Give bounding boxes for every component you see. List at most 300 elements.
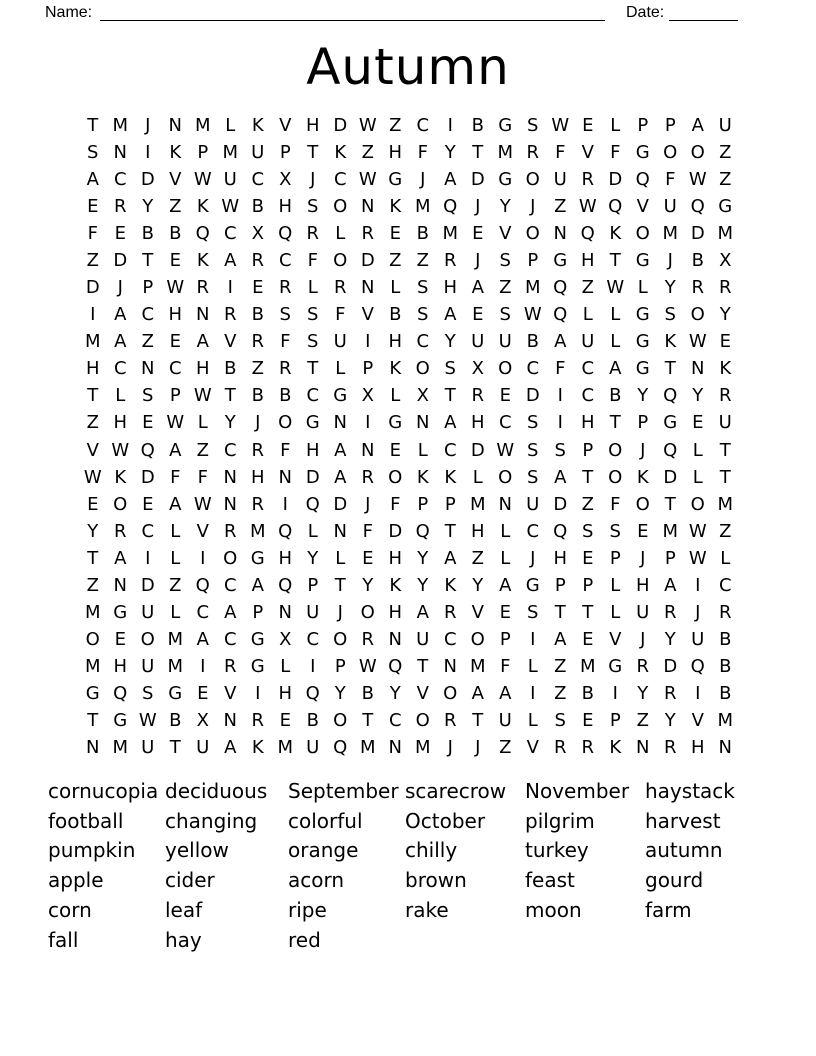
grid-cell-r23-c18[interactable]: S — [554, 710, 566, 732]
grid-cell-r1-c7[interactable]: K — [251, 114, 264, 136]
grid-cell-r24-c12[interactable]: N — [388, 737, 402, 759]
grid-cell-r11-c24[interactable]: R — [718, 385, 732, 407]
grid-cell-r23-c19[interactable]: E — [582, 710, 594, 732]
grid-cell-r20-c17[interactable]: I — [530, 629, 536, 651]
grid-cell-r22-c5[interactable]: E — [197, 683, 209, 705]
grid-cell-r13-c7[interactable]: R — [251, 439, 264, 461]
grid-cell-r24-c14[interactable]: J — [447, 737, 453, 759]
grid-cell-r11-c13[interactable]: X — [416, 385, 429, 407]
grid-cell-r24-c18[interactable]: R — [553, 737, 567, 759]
grid-cell-r17-c16[interactable]: L — [500, 547, 511, 569]
grid-cell-r14-c7[interactable]: H — [250, 466, 265, 488]
grid-cell-r10-c19[interactable]: C — [581, 358, 595, 380]
grid-cell-r7-c3[interactable]: P — [142, 277, 154, 299]
grid-cell-r22-c12[interactable]: Y — [389, 683, 401, 705]
grid-cell-r20-c22[interactable]: Y — [664, 629, 676, 651]
grid-cell-r22-c7[interactable]: I — [255, 683, 261, 705]
grid-cell-r11-c4[interactable]: P — [169, 385, 181, 407]
grid-cell-r22-c3[interactable]: S — [142, 683, 154, 705]
grid-cell-r24-c19[interactable]: R — [581, 737, 594, 759]
grid-cell-r6-c12[interactable]: Z — [389, 249, 402, 271]
grid-cell-r16-c13[interactable]: Q — [415, 520, 430, 542]
grid-cell-r4-c2[interactable]: R — [113, 195, 127, 217]
grid-cell-r17-c8[interactable]: H — [278, 547, 293, 569]
grid-cell-r16-c21[interactable]: E — [637, 520, 649, 542]
grid-cell-r2-c17[interactable]: R — [526, 141, 539, 163]
grid-cell-r22-c15[interactable]: A — [471, 683, 484, 705]
grid-cell-r6-c10[interactable]: O — [333, 249, 348, 271]
grid-cell-r24-c9[interactable]: U — [306, 737, 320, 759]
grid-cell-r16-c15[interactable]: H — [470, 520, 485, 542]
grid-cell-r22-c10[interactable]: Y — [334, 683, 346, 705]
grid-cell-r6-c23[interactable]: B — [691, 249, 704, 271]
grid-cell-r19-c6[interactable]: A — [224, 602, 237, 624]
grid-cell-r4-c1[interactable]: E — [87, 195, 99, 217]
grid-cell-r8-c8[interactable]: S — [279, 304, 291, 326]
grid-cell-r21-c17[interactable]: L — [527, 656, 538, 678]
grid-cell-r1-c16[interactable]: G — [498, 114, 513, 136]
grid-cell-r21-c16[interactable]: F — [500, 656, 511, 678]
grid-cell-r3-c3[interactable]: D — [140, 168, 155, 190]
grid-cell-r19-c13[interactable]: A — [416, 602, 429, 624]
grid-cell-r5-c18[interactable]: N — [553, 222, 567, 244]
grid-cell-r14-c13[interactable]: K — [416, 466, 429, 488]
grid-cell-r21-c23[interactable]: Q — [690, 656, 705, 678]
grid-cell-r18-c7[interactable]: A — [251, 574, 264, 596]
grid-cell-r10-c2[interactable]: C — [113, 358, 127, 380]
grid-cell-r15-c1[interactable]: E — [87, 493, 99, 515]
grid-cell-r5-c24[interactable]: M — [717, 222, 734, 244]
grid-cell-r3-c8[interactable]: X — [279, 168, 292, 190]
grid-cell-r2-c21[interactable]: G — [635, 141, 650, 163]
grid-cell-r16-c8[interactable]: Q — [278, 520, 293, 542]
grid-cell-r3-c20[interactable]: D — [608, 168, 623, 190]
grid-cell-r20-c15[interactable]: O — [470, 629, 485, 651]
grid-cell-r24-c6[interactable]: A — [224, 737, 237, 759]
grid-cell-r2-c6[interactable]: M — [222, 141, 239, 163]
grid-cell-r20-c11[interactable]: R — [361, 629, 374, 651]
grid-cell-r21-c15[interactable]: M — [469, 656, 486, 678]
grid-cell-r3-c24[interactable]: Z — [719, 168, 732, 190]
grid-cell-r15-c13[interactable]: P — [417, 493, 429, 515]
grid-cell-r16-c18[interactable]: Q — [553, 520, 568, 542]
grid-cell-r23-c10[interactable]: O — [333, 710, 348, 732]
grid-cell-r6-c5[interactable]: K — [196, 249, 209, 271]
grid-cell-r17-c5[interactable]: I — [200, 547, 206, 569]
grid-cell-r14-c16[interactable]: O — [498, 466, 513, 488]
grid-cell-r6-c3[interactable]: T — [142, 249, 154, 271]
grid-cell-r6-c7[interactable]: R — [251, 249, 264, 271]
grid-cell-r3-c15[interactable]: D — [470, 168, 485, 190]
grid-cell-r11-c11[interactable]: X — [361, 385, 374, 407]
grid-cell-r21-c19[interactable]: M — [579, 656, 596, 678]
grid-cell-r14-c5[interactable]: F — [197, 466, 208, 488]
grid-cell-r17-c2[interactable]: A — [114, 547, 127, 569]
grid-cell-r24-c10[interactable]: Q — [333, 737, 348, 759]
grid-cell-r16-c5[interactable]: V — [196, 520, 209, 542]
grid-cell-r5-c6[interactable]: C — [223, 222, 237, 244]
grid-cell-r24-c11[interactable]: M — [359, 737, 376, 759]
grid-cell-r19-c3[interactable]: U — [141, 602, 155, 624]
grid-cell-r22-c23[interactable]: I — [695, 683, 701, 705]
grid-cell-r19-c15[interactable]: V — [471, 602, 484, 624]
grid-cell-r23-c2[interactable]: G — [113, 710, 128, 732]
grid-cell-r2-c7[interactable]: U — [251, 141, 265, 163]
grid-cell-r7-c8[interactable]: R — [278, 277, 292, 299]
grid-cell-r22-c13[interactable]: V — [416, 683, 429, 705]
grid-cell-r12-c17[interactable]: S — [527, 412, 539, 434]
grid-cell-r24-c3[interactable]: U — [141, 737, 155, 759]
grid-cell-r10-c7[interactable]: Z — [251, 358, 264, 380]
grid-cell-r18-c19[interactable]: P — [582, 574, 594, 596]
grid-cell-r18-c11[interactable]: Y — [362, 574, 374, 596]
grid-cell-r4-c6[interactable]: W — [221, 195, 240, 217]
grid-cell-r12-c19[interactable]: H — [580, 412, 595, 434]
grid-cell-r6-c21[interactable]: G — [635, 249, 650, 271]
grid-cell-r4-c18[interactable]: Z — [554, 195, 567, 217]
grid-cell-r5-c2[interactable]: E — [114, 222, 126, 244]
grid-cell-r5-c13[interactable]: B — [416, 222, 429, 244]
grid-cell-r11-c19[interactable]: C — [581, 385, 595, 407]
grid-cell-r1-c1[interactable]: T — [87, 114, 99, 136]
grid-cell-r18-c18[interactable]: P — [554, 574, 566, 596]
grid-cell-r15-c2[interactable]: O — [113, 493, 128, 515]
grid-cell-r23-c17[interactable]: L — [527, 710, 538, 732]
grid-cell-r12-c6[interactable]: Y — [224, 412, 236, 434]
grid-cell-r7-c14[interactable]: H — [443, 277, 458, 299]
grid-cell-r9-c15[interactable]: U — [471, 331, 485, 353]
grid-cell-r12-c13[interactable]: N — [416, 412, 430, 434]
grid-cell-r10-c3[interactable]: N — [141, 358, 155, 380]
grid-cell-r12-c11[interactable]: I — [365, 412, 371, 434]
grid-cell-r2-c4[interactable]: K — [169, 141, 182, 163]
grid-cell-r13-c23[interactable]: L — [692, 439, 703, 461]
grid-cell-r16-c4[interactable]: L — [170, 520, 181, 542]
grid-cell-r2-c2[interactable]: N — [113, 141, 127, 163]
grid-cell-r23-c13[interactable]: O — [415, 710, 430, 732]
grid-cell-r9-c2[interactable]: A — [114, 331, 127, 353]
grid-cell-r8-c1[interactable]: I — [90, 304, 96, 326]
grid-cell-r17-c23[interactable]: W — [688, 547, 707, 569]
grid-cell-r6-c22[interactable]: J — [667, 249, 673, 271]
date-write-line[interactable] — [669, 1, 738, 21]
grid-cell-r17-c7[interactable]: G — [250, 547, 265, 569]
grid-cell-r3-c6[interactable]: U — [223, 168, 237, 190]
grid-cell-r24-c22[interactable]: R — [663, 737, 677, 759]
grid-cell-r11-c12[interactable]: L — [390, 385, 401, 407]
grid-cell-r9-c4[interactable]: E — [169, 331, 181, 353]
grid-cell-r3-c12[interactable]: G — [388, 168, 403, 190]
grid-cell-r17-c17[interactable]: J — [530, 547, 536, 569]
grid-cell-r16-c3[interactable]: C — [141, 520, 155, 542]
grid-cell-r1-c14[interactable]: I — [447, 114, 453, 136]
grid-cell-r6-c19[interactable]: H — [580, 249, 595, 271]
grid-cell-r17-c20[interactable]: P — [609, 547, 621, 569]
grid-cell-r16-c9[interactable]: L — [307, 520, 318, 542]
grid-cell-r11-c2[interactable]: L — [115, 385, 126, 407]
grid-cell-r14-c11[interactable]: R — [361, 466, 374, 488]
grid-cell-r17-c4[interactable]: L — [170, 547, 181, 569]
grid-cell-r19-c7[interactable]: P — [252, 602, 264, 624]
grid-cell-r12-c8[interactable]: O — [278, 412, 293, 434]
grid-cell-r18-c4[interactable]: Z — [169, 574, 182, 596]
grid-cell-r4-c22[interactable]: U — [663, 195, 677, 217]
grid-cell-r20-c19[interactable]: E — [582, 629, 594, 651]
grid-cell-r18-c1[interactable]: Z — [86, 574, 99, 596]
grid-cell-r9-c10[interactable]: U — [333, 331, 347, 353]
grid-cell-r3-c11[interactable]: W — [358, 168, 377, 190]
grid-cell-r13-c12[interactable]: E — [389, 439, 401, 461]
grid-cell-r19-c2[interactable]: G — [113, 602, 128, 624]
grid-cell-r5-c19[interactable]: Q — [580, 222, 595, 244]
grid-cell-r3-c1[interactable]: A — [86, 168, 99, 190]
grid-cell-r7-c16[interactable]: Z — [499, 277, 512, 299]
grid-cell-r3-c9[interactable]: J — [310, 168, 316, 190]
grid-cell-r15-c17[interactable]: U — [526, 493, 540, 515]
grid-cell-r2-c15[interactable]: T — [472, 141, 484, 163]
grid-cell-r11-c10[interactable]: G — [333, 385, 348, 407]
grid-cell-r17-c1[interactable]: T — [87, 547, 99, 569]
grid-cell-r19-c19[interactable]: T — [582, 602, 594, 624]
grid-cell-r5-c23[interactable]: D — [690, 222, 705, 244]
grid-cell-r24-c17[interactable]: V — [526, 737, 539, 759]
grid-cell-r16-c6[interactable]: R — [223, 520, 237, 542]
grid-cell-r18-c2[interactable]: N — [113, 574, 127, 596]
grid-cell-r18-c6[interactable]: C — [223, 574, 237, 596]
grid-cell-r21-c20[interactable]: G — [608, 656, 623, 678]
grid-cell-r18-c20[interactable]: L — [610, 574, 621, 596]
grid-cell-r10-c5[interactable]: H — [195, 358, 210, 380]
grid-cell-r18-c13[interactable]: Y — [417, 574, 429, 596]
grid-cell-r16-c2[interactable]: R — [113, 520, 127, 542]
grid-cell-r7-c11[interactable]: N — [361, 277, 375, 299]
grid-cell-r5-c8[interactable]: Q — [278, 222, 293, 244]
grid-cell-r12-c7[interactable]: J — [255, 412, 261, 434]
grid-cell-r9-c11[interactable]: I — [365, 331, 371, 353]
grid-cell-r11-c15[interactable]: R — [471, 385, 484, 407]
grid-cell-r9-c19[interactable]: U — [581, 331, 595, 353]
grid-cell-r22-c22[interactable]: R — [663, 683, 677, 705]
grid-cell-r18-c23[interactable]: I — [695, 574, 701, 596]
grid-cell-r9-c6[interactable]: V — [224, 331, 237, 353]
grid-cell-r12-c21[interactable]: P — [637, 412, 649, 434]
grid-cell-r2-c13[interactable]: F — [417, 141, 428, 163]
grid-cell-r21-c14[interactable]: N — [443, 656, 457, 678]
grid-cell-r12-c18[interactable]: I — [557, 412, 563, 434]
grid-cell-r10-c10[interactable]: L — [335, 358, 346, 380]
grid-cell-r11-c14[interactable]: T — [444, 385, 456, 407]
grid-cell-r13-c4[interactable]: A — [169, 439, 182, 461]
grid-cell-r5-c12[interactable]: E — [389, 222, 401, 244]
grid-cell-r7-c10[interactable]: R — [333, 277, 347, 299]
grid-cell-r13-c9[interactable]: H — [305, 439, 320, 461]
grid-cell-r8-c2[interactable]: A — [114, 304, 127, 326]
grid-cell-r8-c19[interactable]: L — [582, 304, 593, 326]
grid-cell-r18-c17[interactable]: G — [525, 574, 540, 596]
grid-cell-r14-c17[interactable]: S — [527, 466, 539, 488]
grid-cell-r21-c3[interactable]: U — [141, 656, 155, 678]
grid-cell-r15-c22[interactable]: T — [664, 493, 676, 515]
grid-cell-r6-c1[interactable]: Z — [86, 249, 99, 271]
grid-cell-r15-c16[interactable]: N — [498, 493, 512, 515]
grid-cell-r13-c8[interactable]: F — [280, 439, 291, 461]
grid-cell-r7-c4[interactable]: W — [166, 277, 185, 299]
grid-cell-r3-c19[interactable]: R — [581, 168, 594, 190]
grid-cell-r13-c14[interactable]: C — [443, 439, 457, 461]
grid-cell-r16-c16[interactable]: L — [500, 520, 511, 542]
grid-cell-r4-c8[interactable]: H — [278, 195, 293, 217]
grid-cell-r14-c1[interactable]: W — [83, 466, 102, 488]
grid-cell-r22-c1[interactable]: G — [85, 683, 100, 705]
grid-cell-r15-c7[interactable]: R — [251, 493, 264, 515]
grid-cell-r22-c2[interactable]: Q — [113, 683, 128, 705]
grid-cell-r15-c6[interactable]: N — [223, 493, 237, 515]
grid-cell-r22-c24[interactable]: B — [719, 683, 732, 705]
grid-cell-r14-c24[interactable]: T — [719, 466, 731, 488]
grid-cell-r21-c18[interactable]: Z — [554, 656, 567, 678]
grid-cell-r9-c9[interactable]: S — [307, 331, 319, 353]
grid-cell-r24-c16[interactable]: Z — [499, 737, 512, 759]
grid-cell-r18-c12[interactable]: K — [389, 574, 402, 596]
grid-cell-r22-c9[interactable]: Q — [305, 683, 320, 705]
grid-cell-r12-c16[interactable]: C — [498, 412, 512, 434]
grid-cell-r23-c9[interactable]: B — [306, 710, 319, 732]
grid-cell-r23-c4[interactable]: B — [169, 710, 182, 732]
grid-cell-r20-c23[interactable]: U — [691, 629, 705, 651]
grid-cell-r14-c6[interactable]: N — [223, 466, 237, 488]
grid-cell-r16-c17[interactable]: C — [526, 520, 540, 542]
grid-cell-r11-c18[interactable]: I — [557, 385, 563, 407]
grid-cell-r1-c5[interactable]: M — [194, 114, 211, 136]
grid-cell-r3-c14[interactable]: A — [444, 168, 457, 190]
grid-cell-r9-c8[interactable]: F — [280, 331, 291, 353]
grid-cell-r13-c6[interactable]: C — [223, 439, 237, 461]
grid-cell-r15-c4[interactable]: A — [169, 493, 182, 515]
grid-cell-r3-c21[interactable]: Q — [635, 168, 650, 190]
grid-cell-r24-c23[interactable]: H — [690, 737, 705, 759]
grid-cell-r2-c19[interactable]: V — [581, 141, 594, 163]
grid-cell-r11-c21[interactable]: Y — [637, 385, 649, 407]
grid-cell-r7-c5[interactable]: R — [196, 277, 209, 299]
grid-cell-r9-c22[interactable]: K — [664, 331, 677, 353]
grid-cell-r14-c23[interactable]: L — [692, 466, 703, 488]
grid-cell-r4-c15[interactable]: J — [475, 195, 481, 217]
grid-cell-r11-c9[interactable]: C — [306, 385, 320, 407]
grid-cell-r19-c21[interactable]: U — [636, 602, 650, 624]
grid-cell-r1-c24[interactable]: U — [718, 114, 732, 136]
grid-cell-r19-c9[interactable]: U — [306, 602, 320, 624]
grid-cell-r10-c21[interactable]: G — [635, 358, 650, 380]
grid-cell-r21-c5[interactable]: I — [200, 656, 206, 678]
grid-cell-r21-c8[interactable]: L — [280, 656, 291, 678]
grid-cell-r22-c16[interactable]: A — [499, 683, 512, 705]
grid-cell-r13-c2[interactable]: W — [111, 439, 130, 461]
grid-cell-r2-c14[interactable]: Y — [444, 141, 456, 163]
grid-cell-r9-c5[interactable]: A — [196, 331, 209, 353]
grid-cell-r5-c22[interactable]: M — [662, 222, 679, 244]
grid-cell-r9-c18[interactable]: A — [554, 331, 567, 353]
grid-cell-r8-c4[interactable]: H — [168, 304, 183, 326]
grid-cell-r19-c24[interactable]: R — [718, 602, 732, 624]
grid-cell-r22-c20[interactable]: I — [612, 683, 618, 705]
grid-cell-r4-c23[interactable]: Q — [690, 195, 705, 217]
grid-cell-r23-c3[interactable]: W — [138, 710, 157, 732]
grid-cell-r12-c20[interactable]: T — [609, 412, 621, 434]
grid-cell-r15-c9[interactable]: Q — [305, 493, 320, 515]
grid-cell-r2-c10[interactable]: K — [334, 141, 347, 163]
grid-cell-r8-c20[interactable]: L — [610, 304, 621, 326]
grid-cell-r1-c6[interactable]: L — [225, 114, 236, 136]
grid-cell-r15-c18[interactable]: D — [553, 493, 568, 515]
grid-cell-r23-c7[interactable]: R — [251, 710, 264, 732]
grid-cell-r13-c20[interactable]: O — [608, 439, 623, 461]
grid-cell-r4-c9[interactable]: S — [307, 195, 319, 217]
grid-cell-r5-c4[interactable]: B — [169, 222, 182, 244]
grid-cell-r4-c7[interactable]: B — [251, 195, 264, 217]
grid-cell-r1-c12[interactable]: Z — [389, 114, 402, 136]
grid-cell-r13-c16[interactable]: W — [496, 439, 515, 461]
grid-cell-r22-c14[interactable]: O — [443, 683, 458, 705]
grid-cell-r7-c15[interactable]: A — [471, 277, 484, 299]
grid-cell-r13-c18[interactable]: S — [554, 439, 566, 461]
grid-cell-r20-c4[interactable]: M — [167, 629, 184, 651]
grid-cell-r13-c3[interactable]: Q — [140, 439, 155, 461]
grid-cell-r24-c20[interactable]: K — [609, 737, 622, 759]
grid-cell-r2-c23[interactable]: O — [690, 141, 705, 163]
grid-cell-r3-c18[interactable]: U — [553, 168, 567, 190]
grid-cell-r10-c8[interactable]: R — [278, 358, 292, 380]
grid-cell-r16-c11[interactable]: F — [362, 520, 373, 542]
grid-cell-r22-c19[interactable]: B — [581, 683, 594, 705]
grid-cell-r4-c24[interactable]: G — [718, 195, 733, 217]
grid-cell-r23-c24[interactable]: M — [717, 710, 734, 732]
grid-cell-r8-c13[interactable]: S — [417, 304, 429, 326]
grid-cell-r12-c4[interactable]: W — [166, 412, 185, 434]
grid-cell-r13-c21[interactable]: J — [640, 439, 646, 461]
grid-cell-r1-c17[interactable]: S — [527, 114, 539, 136]
grid-cell-r9-c12[interactable]: H — [388, 331, 403, 353]
grid-cell-r13-c24[interactable]: T — [719, 439, 731, 461]
grid-cell-r20-c14[interactable]: C — [443, 629, 457, 651]
grid-cell-r2-c24[interactable]: Z — [719, 141, 732, 163]
grid-cell-r10-c1[interactable]: H — [85, 358, 100, 380]
grid-cell-r1-c9[interactable]: H — [305, 114, 320, 136]
grid-cell-r21-c22[interactable]: D — [663, 656, 678, 678]
grid-cell-r12-c1[interactable]: Z — [86, 412, 99, 434]
grid-cell-r4-c4[interactable]: Z — [169, 195, 182, 217]
grid-cell-r21-c6[interactable]: R — [223, 656, 237, 678]
grid-cell-r5-c16[interactable]: V — [499, 222, 512, 244]
grid-cell-r19-c22[interactable]: R — [663, 602, 677, 624]
grid-cell-r22-c18[interactable]: Z — [554, 683, 567, 705]
grid-cell-r1-c23[interactable]: A — [691, 114, 704, 136]
grid-cell-r7-c23[interactable]: R — [691, 277, 704, 299]
grid-cell-r7-c9[interactable]: L — [307, 277, 318, 299]
grid-cell-r21-c2[interactable]: H — [113, 656, 128, 678]
grid-cell-r3-c10[interactable]: C — [333, 168, 347, 190]
grid-cell-r12-c14[interactable]: A — [444, 412, 457, 434]
grid-cell-r18-c21[interactable]: H — [635, 574, 650, 596]
grid-cell-r5-c14[interactable]: M — [442, 222, 459, 244]
grid-cell-r5-c7[interactable]: X — [251, 222, 264, 244]
grid-cell-r15-c15[interactable]: M — [469, 493, 486, 515]
grid-cell-r17-c15[interactable]: Z — [471, 547, 484, 569]
grid-cell-r23-c11[interactable]: T — [362, 710, 374, 732]
grid-cell-r12-c24[interactable]: U — [718, 412, 732, 434]
grid-cell-r6-c20[interactable]: T — [609, 249, 621, 271]
grid-cell-r1-c13[interactable]: C — [416, 114, 430, 136]
grid-cell-r7-c2[interactable]: J — [117, 277, 123, 299]
